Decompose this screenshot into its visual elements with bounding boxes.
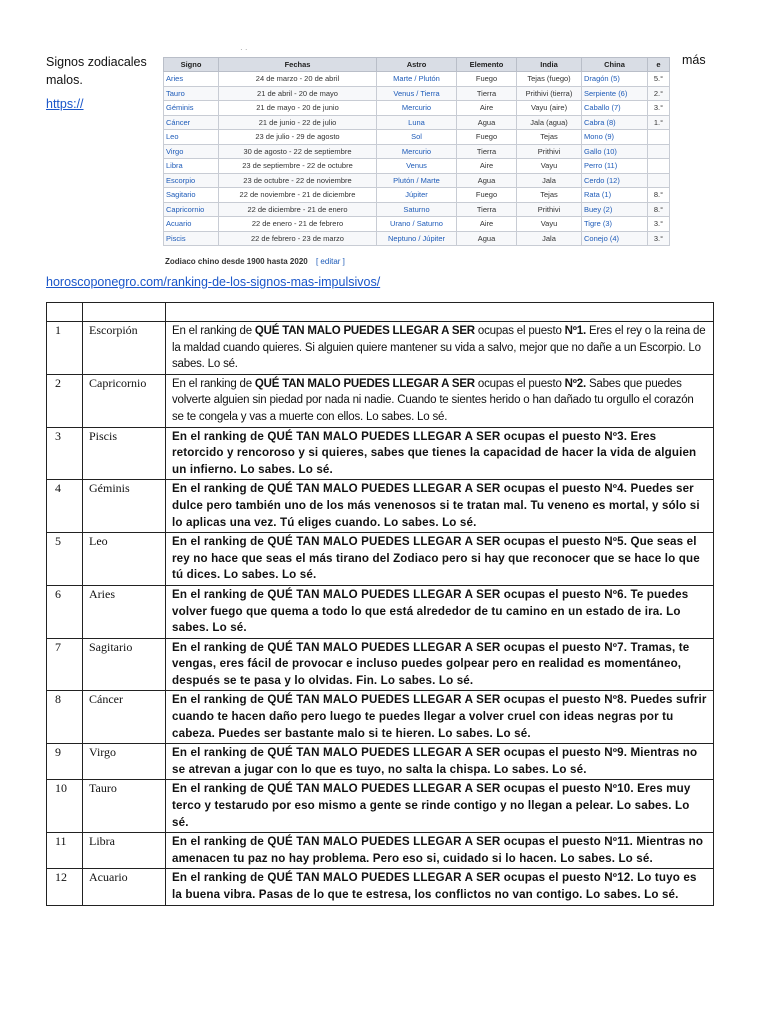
zodiac-table [163, 57, 670, 246]
horoscopo-link[interactable]: horoscoponegro.com/ranking-de-los-signos-mas-impulsivos/ [46, 275, 381, 289]
rank-number: 9 [47, 744, 83, 780]
ranking-row [47, 869, 714, 905]
zodiac-cell: Agua [457, 173, 517, 188]
zodiac-cell: 22 de enero - 21 de febrero [219, 217, 377, 232]
zodiac-cell: Géminis [164, 101, 219, 116]
zodiac-cell [648, 144, 670, 159]
zodiac-cell: 8.° [648, 188, 670, 203]
zodiac-cell: Tigre (3) [582, 217, 648, 232]
description-text: ocupas el puesto Nº10. Eres muy terco y testarudo por eso mismo a gente se rinde contigo y no llegan a pelear. Lo sabes. Lo sé. [172, 782, 691, 829]
rank-description [166, 533, 714, 586]
zodiac-cell: Agua [457, 231, 517, 246]
prefix-text: En el ranking de [172, 535, 268, 549]
zodiac-table-header [164, 58, 670, 72]
ranking-row [47, 585, 714, 638]
zodiac-cell: Venus / Tierra [377, 86, 457, 101]
zodiac-header-cell: China [582, 58, 648, 72]
ranking-row [47, 533, 714, 586]
rank-number: 7 [47, 638, 83, 691]
rank-description [166, 427, 714, 480]
ranking-title: QUÉ TAN MALO PUEDES LLEGAR A SER [267, 835, 501, 849]
sign-name: Aries [83, 585, 166, 638]
rank-description [166, 322, 714, 375]
ranking-row [47, 691, 714, 744]
ranking-title: QUÉ TAN MALO PUEDES LLEGAR A SER [267, 429, 501, 443]
description-text: ocupas el puesto Nº11. Mientras no amenacen tu paz no hay problema. Pero eso si, cuidado si lo hacen. Lo sabes. Lo sé. [172, 835, 704, 865]
description-text: ocupas el puesto Nº8. Puedes sufrir cuando te hacen daño pero luego te puedes llegar a volver cruel con ideas negras por tu cabeza. Puedes ser bastante malo si te hieren. Lo sabes. Lo sé. [172, 693, 707, 740]
zodiac-cell: 2.° [648, 86, 670, 101]
sign-name: Sagitario [83, 638, 166, 691]
zodiac-row [164, 217, 670, 232]
zodiac-cell: 8.° [648, 202, 670, 217]
ranking-row [47, 480, 714, 533]
ranking-row [47, 833, 714, 869]
zodiac-cell: Mercurio [377, 101, 457, 116]
zodiac-row [164, 130, 670, 145]
zodiac-cell: Virgo [164, 144, 219, 159]
zodiac-cell: Vayu [517, 159, 582, 174]
zodiac-cell: Aire [457, 101, 517, 116]
zodiac-cell: Gallo (10) [582, 144, 648, 159]
zodiac-row [164, 115, 670, 130]
zodiac-cell: 23 de julio - 29 de agosto [219, 130, 377, 145]
zodiac-cell: 23 de septiembre - 22 de octubre [219, 159, 377, 174]
position-number: Nº2. [564, 377, 586, 390]
ranking-title: QUÉ TAN MALO PUEDES LLEGAR A SER [267, 587, 501, 601]
zodiac-cell: 3.° [648, 231, 670, 246]
zodiac-cell: 22 de febrero - 23 de marzo [219, 231, 377, 246]
intro-text-continuation: más [682, 53, 706, 67]
description-text: Sabes que puedes volverte alguien sin piedad por nada ni nadie. Cuando te sientes herido o han dañado tu orgullo el corazón se te congela y vas a muerte con ellos. Lo sabes. Lo sé. [172, 377, 694, 423]
rank-number: 10 [47, 780, 83, 833]
rank-number: 6 [47, 585, 83, 638]
zodiac-cell: Dragón (5) [582, 72, 648, 87]
zodiac-table-image [163, 57, 669, 266]
zodiac-cell: Caballo (7) [582, 101, 648, 116]
header-cell [83, 303, 166, 322]
zodiac-cell: 23 de octubre - 22 de noviembre [219, 173, 377, 188]
rank-number: 8 [47, 691, 83, 744]
rank-number: 5 [47, 533, 83, 586]
zodiac-cell: Rata (1) [582, 188, 648, 203]
intro-text: Signos zodiacales malos. [46, 55, 147, 87]
zodiac-cell: Júpiter [377, 188, 457, 203]
zodiac-cell: Cáncer [164, 115, 219, 130]
zodiac-cell: Tauro [164, 86, 219, 101]
description-text: ocupas el puesto Nº7. Tramas, te vengas, eres fácil de provocar e incluso puedes golpear pero en realidad es momentáneo, después se te pasa y lo olvidas. Fin. Lo sabes. Lo sé. [172, 640, 690, 687]
ranking-title: QUÉ TAN MALO PUEDES LLEGAR A SER [254, 377, 475, 390]
zodiac-cell: Fuego [457, 188, 517, 203]
zodiac-row [164, 188, 670, 203]
zodiac-cell: Conejo (4) [582, 231, 648, 246]
zodiac-cell: Jala (agua) [517, 115, 582, 130]
rank-description [166, 744, 714, 780]
zodiac-row [164, 144, 670, 159]
edit-link[interactable]: [ editar ] [315, 257, 345, 266]
ranking-row [47, 374, 714, 427]
zodiac-cell: Tierra [457, 202, 517, 217]
prefix-text: En el ranking de [172, 482, 268, 496]
rank-number: 12 [47, 869, 83, 905]
zodiac-cell: Cerdo (12) [582, 173, 648, 188]
prefix-text: En el ranking de [172, 325, 255, 337]
ranking-row [47, 427, 714, 480]
zodiac-row [164, 72, 670, 87]
position-number: Nº1. [564, 325, 586, 337]
rank-number: 1 [47, 322, 83, 375]
sign-name: Capricornio [83, 374, 166, 427]
ranking-row [47, 780, 714, 833]
zodiac-cell: Sagitario [164, 188, 219, 203]
prefix-text: En el ranking de [172, 587, 268, 601]
ranking-title: QUÉ TAN MALO PUEDES LLEGAR A SER [267, 746, 501, 760]
sign-name: Libra [83, 833, 166, 869]
zodiac-cell: 22 de diciembre - 21 de enero [219, 202, 377, 217]
ranking-title: QUÉ TAN MALO PUEDES LLEGAR A SER [254, 325, 475, 337]
sign-name: Cáncer [83, 691, 166, 744]
description-text: ocupas el puesto Nº6. Te puedes volver fuego que quema a todo lo que está alrededor de tu camino en un estado de ira. Lo sabes. Lo sé. [172, 587, 689, 635]
zodiac-cell: Prithivi [517, 202, 582, 217]
zodiac-cell: 30 de agosto - 22 de septiembre [219, 144, 377, 159]
header-cell [166, 303, 714, 322]
rank-number: 3 [47, 427, 83, 480]
zodiac-cell: Vayu [517, 217, 582, 232]
https-link[interactable]: https:// [46, 97, 84, 111]
zodiac-cell: Acuario [164, 217, 219, 232]
zodiac-cell: 21 de abril - 20 de mayo [219, 86, 377, 101]
zodiac-cell [648, 173, 670, 188]
zodiac-cell: Mercurio [377, 144, 457, 159]
zodiac-cell: Escorpio [164, 173, 219, 188]
zodiac-header-cell: Astro [377, 58, 457, 72]
zodiac-cell: Prithivi (tierra) [517, 86, 582, 101]
rank-description [166, 869, 714, 905]
zodiac-cell: Agua [457, 115, 517, 130]
rank-number: 11 [47, 833, 83, 869]
ranking-title: QUÉ TAN MALO PUEDES LLEGAR A SER [267, 871, 501, 885]
position-text: ocupas el puesto [474, 377, 565, 390]
ranking-row [47, 744, 714, 780]
prefix-text: En el ranking de [172, 835, 268, 849]
zodiac-row [164, 202, 670, 217]
rank-description [166, 480, 714, 533]
zodiac-cell: 5.° [648, 72, 670, 87]
zodiac-cell: Piscis [164, 231, 219, 246]
sign-name: Tauro [83, 780, 166, 833]
zodiac-cell: Marte / Plutón [377, 72, 457, 87]
zodiac-cell: Luna [377, 115, 457, 130]
zodiac-cell: Prithivi [517, 144, 582, 159]
prefix-text: En el ranking de [172, 693, 268, 707]
sign-name: Escorpión [83, 322, 166, 375]
zodiac-cell: Neptuno / Júpiter [377, 231, 457, 246]
zodiac-cell: 21 de junio - 22 de julio [219, 115, 377, 130]
zodiac-cell: Capricornio [164, 202, 219, 217]
ranking-title: QUÉ TAN MALO PUEDES LLEGAR A SER [267, 535, 501, 549]
ranking-title: QUÉ TAN MALO PUEDES LLEGAR A SER [267, 640, 501, 654]
zodiac-row [164, 231, 670, 246]
zodiac-cell: 24 de marzo - 20 de abril [219, 72, 377, 87]
zodiac-cell: Fuego [457, 130, 517, 145]
ranking-row [47, 322, 714, 375]
zodiac-cell: Leo [164, 130, 219, 145]
header-cell [47, 303, 83, 322]
sign-name: Virgo [83, 744, 166, 780]
zodiac-cell: Aries [164, 72, 219, 87]
prefix-text: En el ranking de [172, 746, 268, 760]
zodiac-header-cell: Signo [164, 58, 219, 72]
prefix-text: En el ranking de [172, 640, 268, 654]
zodiac-cell [648, 130, 670, 145]
description-text: ocupas el puesto Nº12. Lo tuyo es la buena vibra. Pasas de lo que te estresa, los conflictos no van contigo. Lo sabes. Lo sé. [172, 871, 697, 901]
position-text: ocupas el puesto [474, 325, 565, 337]
zodiac-header-cell: Elemento [457, 58, 517, 72]
zodiac-cell: 3.° [648, 217, 670, 232]
zodiac-cell: Tierra [457, 144, 517, 159]
zodiac-cell: Serpiente (6) [582, 86, 648, 101]
zodiac-cell: 21 de mayo - 20 de junio [219, 101, 377, 116]
prefix-text: En el ranking de [172, 377, 255, 390]
zodiac-cell: 1.° [648, 115, 670, 130]
zodiac-row [164, 86, 670, 101]
sign-name: Piscis [83, 427, 166, 480]
zodiac-cell: Perro (11) [582, 159, 648, 174]
description-text: ocupas el puesto Nº4. Puedes ser dulce pero también uno de los más venenosos si te tratan mal. Tu veneno es mortal, y sólo si lo aplicas una vez. Tú eliges cuando. Lo sabes. Lo sé. [172, 482, 700, 529]
rank-description [166, 374, 714, 427]
zodiac-row [164, 159, 670, 174]
ranking-title: QUÉ TAN MALO PUEDES LLEGAR A SER [267, 693, 501, 707]
zodiac-cell: 3.° [648, 101, 670, 116]
zodiac-cell: Fuego [457, 72, 517, 87]
rank-description [166, 691, 714, 744]
zodiac-row [164, 101, 670, 116]
rank-description [166, 585, 714, 638]
rank-number: 4 [47, 480, 83, 533]
zodiac-caption-text: Zodiaco chino desde 1900 hasta 2020 [165, 257, 308, 266]
prefix-text: En el ranking de [172, 429, 268, 443]
zodiac-cell: Saturno [377, 202, 457, 217]
description-text: ocupas el puesto Nº3. Eres retorcido y rencoroso y si quieres, sabes que tienes la capacidad de hacer la vida de alguien un infierno. Lo sabes. Lo sé. [172, 429, 697, 476]
zodiac-cell: Mono (9) [582, 130, 648, 145]
zodiac-row [164, 173, 670, 188]
ranking-row [47, 638, 714, 691]
rank-number: 2 [47, 374, 83, 427]
zodiac-cell: Plutón / Marte [377, 173, 457, 188]
prefix-text: En el ranking de [172, 782, 268, 796]
zodiac-cell: Buey (2) [582, 202, 648, 217]
zodiac-header-cell: Fechas [219, 58, 377, 72]
zodiac-cell: Venus [377, 159, 457, 174]
rank-description [166, 833, 714, 869]
sign-name: Leo [83, 533, 166, 586]
description-text: ocupas el puesto Nº9. Mientras no se atrevan a jugar con lo que es tuyo, no salta la chispa. Lo sabes. Lo sé. [172, 746, 698, 776]
zodiac-cell: Tejas [517, 130, 582, 145]
image-artifact: · · [240, 45, 248, 54]
sign-name: Géminis [83, 480, 166, 533]
prefix-text: En el ranking de [172, 871, 268, 885]
zodiac-cell: Vayu (aire) [517, 101, 582, 116]
zodiac-cell: Jala [517, 231, 582, 246]
zodiac-cell [648, 159, 670, 174]
zodiac-cell: Tejas (fuego) [517, 72, 582, 87]
ranking-title: QUÉ TAN MALO PUEDES LLEGAR A SER [267, 782, 501, 796]
zodiac-cell: Aire [457, 217, 517, 232]
zodiac-cell: Jala [517, 173, 582, 188]
ranking-table [46, 302, 714, 906]
rank-description [166, 780, 714, 833]
zodiac-cell: Sol [377, 130, 457, 145]
zodiac-cell: Aire [457, 159, 517, 174]
zodiac-cell: 22 de noviembre - 21 de diciembre [219, 188, 377, 203]
zodiac-cell: Tejas [517, 188, 582, 203]
zodiac-cell: Tierra [457, 86, 517, 101]
description-text: Eres el rey o la reina de la maldad cuando quieres. Si alguien quiere mantener su vida a salvo, mejor que no dañe a un Escorpio. Lo sabes. Lo sé. [172, 325, 706, 371]
description-text: ocupas el puesto Nº5. Que seas el rey no hace que seas el más tirano del Zodiaco pero si hay que reconocer que se hace lo que tú dices. Lo sabes. Lo sé. [172, 535, 700, 582]
rank-description [166, 638, 714, 691]
sign-name: Acuario [83, 869, 166, 905]
zodiac-cell: Urano / Saturno [377, 217, 457, 232]
zodiac-cell: Libra [164, 159, 219, 174]
zodiac-cell: Cabra (8) [582, 115, 648, 130]
zodiac-header-cell: e [648, 58, 670, 72]
zodiac-header-cell: India [517, 58, 582, 72]
ranking-header-row [47, 303, 714, 322]
zodiac-caption [163, 257, 669, 266]
ranking-title: QUÉ TAN MALO PUEDES LLEGAR A SER [267, 482, 501, 496]
